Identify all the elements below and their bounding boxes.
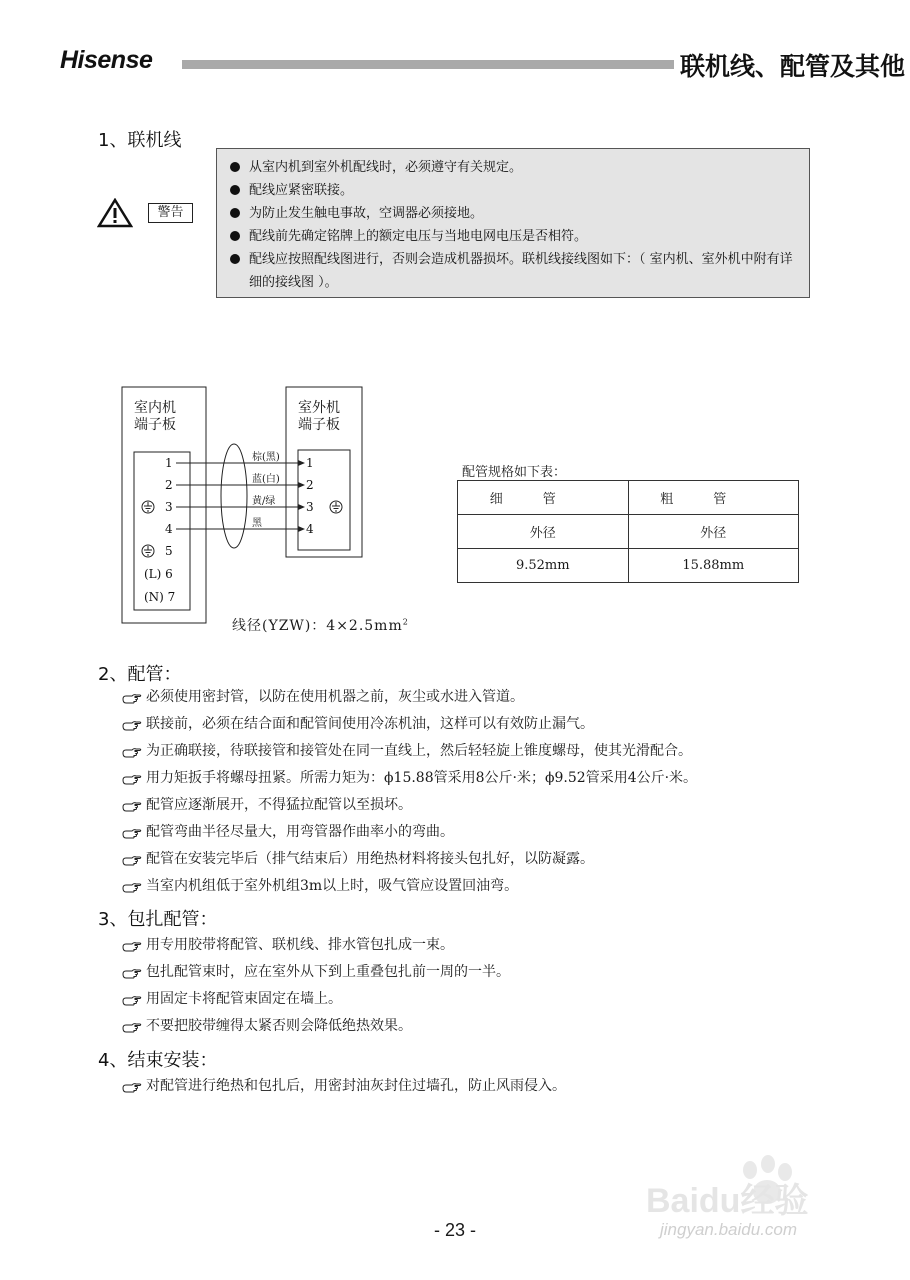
- list-item: 配管弯曲半径尽量大，用弯管器作曲率小的弯曲。: [122, 819, 697, 846]
- indoor-terminal-7: (N) 7: [144, 590, 176, 604]
- outdoor-terminal-3: 3: [306, 500, 314, 514]
- table-row: [458, 481, 799, 515]
- wire-color-3: 黄/绿: [252, 496, 276, 507]
- section-4-list: [122, 1073, 566, 1100]
- warning-item: 从室内机到室外机配线时，必须遵守有关规定。: [227, 156, 799, 179]
- section-3-title: 3、包扎配管：: [98, 909, 218, 930]
- header-rule: [182, 60, 674, 69]
- table-cell: 外径: [628, 515, 799, 549]
- pointing-hand-icon: [122, 940, 142, 952]
- list-item: 用力矩扳手将螺母扭紧。所需力矩为：ϕ15.88管采用8公斤·米；ϕ9.52管采用4公斤·米。: [122, 765, 697, 792]
- list-item: 配管在安装完毕后（排气结束后）用绝热材料将接头包扎好，以防凝露。: [122, 846, 697, 873]
- table-cell-thin-value: 9.52mm: [458, 549, 629, 583]
- warning-box: [216, 148, 810, 298]
- table-header-thin: 细管: [458, 481, 629, 515]
- pointing-hand-icon: [122, 1081, 142, 1093]
- outdoor-terminal-4: 4: [306, 522, 314, 536]
- list-item: 不要把胶带缠得太紧否则会降低绝热效果。: [122, 1013, 510, 1040]
- ground-icon: [142, 545, 154, 557]
- list-item: 当室内机组低于室外机组3m以上时，吸气管应设置回油弯。: [122, 873, 697, 900]
- indoor-terminal-3: 3: [165, 500, 173, 514]
- pointing-hand-icon: [122, 967, 142, 979]
- indoor-terminal-5: 5: [165, 544, 173, 558]
- wire-color-4: 黑: [252, 518, 262, 529]
- page-number: - 23 -: [433, 1220, 476, 1240]
- wire-gauge-caption: 线径(YZW)：$4\times 2.5mm^2$: [232, 617, 409, 634]
- bullet-dot-icon: [230, 208, 240, 218]
- outdoor-title-1: 室外机: [298, 400, 340, 416]
- watermark-url: jingyan.baidu.com: [660, 1220, 798, 1239]
- section-1-title: 1、联机线: [98, 130, 182, 151]
- pointing-hand-icon: [122, 719, 142, 731]
- ground-icon: [142, 501, 154, 513]
- spec-table: [457, 480, 799, 583]
- list-item: 联接前，必须在结合面和配管间使用冷冻机油，这样可以有效防止漏气。: [122, 711, 697, 738]
- bullet-dot-icon: [230, 185, 240, 195]
- pointing-hand-icon: [122, 827, 142, 839]
- section-2-list: [122, 684, 697, 900]
- pointing-hand-icon: [122, 773, 142, 785]
- wiring-diagram: [110, 380, 410, 640]
- pointing-hand-icon: [122, 692, 142, 704]
- bullet-dot-icon: [230, 254, 240, 264]
- pointing-hand-icon: [122, 1021, 142, 1033]
- list-item: 为正确联接，待联接管和接管处在同一直线上，然后轻轻旋上锥度螺母，使其光滑配合。: [122, 738, 697, 765]
- table-cell-thick-value: 15.88mm: [628, 549, 799, 583]
- pointing-hand-icon: [122, 854, 142, 866]
- warning-item: 配线前先确定铭牌上的额定电压与当地电网电压是否相符。: [227, 225, 799, 248]
- ground-icon: [330, 501, 342, 513]
- outdoor-terminal-2: 2: [306, 478, 314, 492]
- indoor-terminal-board: [134, 452, 190, 610]
- section-2-title: 2、配管：: [98, 664, 182, 685]
- pointing-hand-icon: [122, 994, 142, 1006]
- warning-triangle-icon: [97, 198, 133, 228]
- list-item: 配管应逐渐展开，不得猛拉配管以至损坏。: [122, 792, 697, 819]
- list-item: 包扎配管束时，应在室外从下到上重叠包扎前一周的一半。: [122, 959, 510, 986]
- indoor-terminal-2: 2: [165, 478, 173, 492]
- list-item: 用专用胶带将配管、联机线、排水管包扎成一束。: [122, 932, 510, 959]
- wire-color-1: 棕(黑): [252, 452, 280, 463]
- list-item: 必须使用密封管，以防在使用机器之前，灰尘或水进入管道。: [122, 684, 697, 711]
- section-3-list: [122, 932, 510, 1040]
- indoor-terminal-4: 4: [165, 522, 173, 536]
- watermark-brand: Baidu经验: [646, 1182, 809, 1220]
- bullet-dot-icon: [230, 162, 240, 172]
- indoor-terminal-1: 1: [165, 456, 173, 470]
- spec-table-caption: 配管规格如下表：: [462, 465, 567, 480]
- outdoor-title-2: 端子板: [298, 417, 340, 433]
- pointing-hand-icon: [122, 746, 142, 758]
- table-header-thick: 粗管: [628, 481, 799, 515]
- table-row: [458, 515, 799, 549]
- wire-color-2: 蓝(白): [252, 474, 280, 485]
- bullet-dot-icon: [230, 231, 240, 241]
- list-item: 用固定卡将配管束固定在墙上。: [122, 986, 510, 1013]
- indoor-terminal-6: (L) 6: [144, 567, 173, 581]
- indoor-title-1: 室内机: [134, 400, 176, 416]
- warning-item: 配线应紧密联接。: [227, 179, 799, 202]
- cable-bundle-ellipse: [221, 444, 247, 548]
- outdoor-terminal-1: 1: [306, 456, 314, 470]
- pointing-hand-icon: [122, 881, 142, 893]
- list-item: 对配管进行绝热和包扎后，用密封油灰封住过墙孔，防止风雨侵入。: [122, 1073, 566, 1100]
- brand-logo: Hisense: [60, 46, 153, 74]
- warning-label: 警告: [148, 203, 193, 223]
- table-row: [458, 549, 799, 583]
- warning-item: 配线应按照配线图进行，否则会造成机器损坏。联机线接线图如下：（ 室内机、室外机中附有详细的接线图 ）。: [227, 248, 799, 294]
- indoor-title-2: 端子板: [134, 417, 176, 433]
- pointing-hand-icon: [122, 800, 142, 812]
- section-4-title: 4、结束安装：: [98, 1050, 218, 1071]
- table-cell: 外径: [458, 515, 629, 549]
- page-header-title: 联机线、配管及其他: [680, 52, 906, 81]
- warning-item: 为防止发生触电事故，空调器必须接地。: [227, 202, 799, 225]
